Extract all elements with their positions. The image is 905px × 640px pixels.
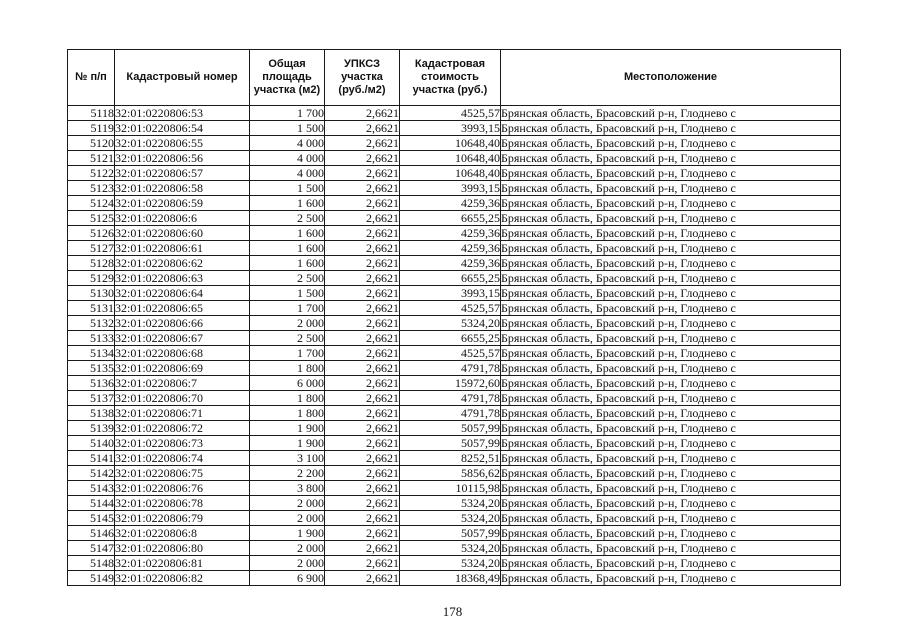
cell-cadastral-number: 32:01:0220806:62	[115, 256, 250, 271]
table-row	[68, 301, 841, 316]
table-row	[68, 541, 841, 556]
cell-upksz: 2,6621	[325, 541, 400, 556]
cell-upksz: 2,6621	[325, 136, 400, 151]
table-row	[68, 436, 841, 451]
cell-cost: 5324,20	[400, 556, 501, 571]
cell-area: 2 000	[250, 556, 325, 571]
cell-area: 1 500	[250, 121, 325, 136]
table-row	[68, 571, 841, 586]
cell-upksz: 2,6621	[325, 481, 400, 496]
cell-area: 1 700	[250, 301, 325, 316]
cell-cost: 4525,57	[400, 106, 501, 121]
table-row	[68, 391, 841, 406]
cell-cadastral-number: 32:01:0220806:60	[115, 226, 250, 241]
table-row	[68, 361, 841, 376]
cell-location: Брянская область, Брасовский р-н, Глоднево с	[501, 541, 841, 556]
cell-cadastral-number: 32:01:0220806:55	[115, 136, 250, 151]
cell-upksz: 2,6621	[325, 166, 400, 181]
header-location: Местоположение	[501, 50, 841, 106]
cell-num: 5129	[68, 271, 115, 286]
cell-cost: 5856,62	[400, 466, 501, 481]
table-row	[68, 286, 841, 301]
cell-cadastral-number: 32:01:0220806:58	[115, 181, 250, 196]
cell-num: 5135	[68, 361, 115, 376]
cell-num: 5132	[68, 316, 115, 331]
cell-num: 5126	[68, 226, 115, 241]
cell-cost: 3993,15	[400, 121, 501, 136]
cell-cadastral-number: 32:01:0220806:53	[115, 106, 250, 121]
cell-cadastral-number: 32:01:0220806:57	[115, 166, 250, 181]
table-body	[68, 106, 841, 586]
cell-num: 5119	[68, 121, 115, 136]
cell-upksz: 2,6621	[325, 226, 400, 241]
table-row	[68, 511, 841, 526]
cell-num: 5149	[68, 571, 115, 586]
cell-num: 5147	[68, 541, 115, 556]
cell-cost: 5057,99	[400, 436, 501, 451]
cell-location: Брянская область, Брасовский р-н, Глоднево с	[501, 556, 841, 571]
cell-area: 1 700	[250, 346, 325, 361]
cell-area: 2 500	[250, 211, 325, 226]
cell-area: 1 800	[250, 406, 325, 421]
table-row	[68, 166, 841, 181]
cell-upksz: 2,6621	[325, 346, 400, 361]
cell-area: 1 900	[250, 526, 325, 541]
cell-num: 5134	[68, 346, 115, 361]
cell-location: Брянская область, Брасовский р-н, Глоднево с	[501, 451, 841, 466]
cell-location: Брянская область, Брасовский р-н, Глоднево с	[501, 391, 841, 406]
cell-upksz: 2,6621	[325, 271, 400, 286]
cell-area: 2 000	[250, 541, 325, 556]
cell-num: 5136	[68, 376, 115, 391]
cell-area: 2 000	[250, 511, 325, 526]
cell-location: Брянская область, Брасовский р-н, Глоднево с	[501, 181, 841, 196]
cell-num: 5140	[68, 436, 115, 451]
cell-cadastral-number: 32:01:0220806:67	[115, 331, 250, 346]
cell-location: Брянская область, Брасовский р-н, Глоднево с	[501, 301, 841, 316]
cell-location: Брянская область, Брасовский р-н, Глоднево с	[501, 406, 841, 421]
cell-upksz: 2,6621	[325, 406, 400, 421]
cell-num: 5133	[68, 331, 115, 346]
table-row	[68, 331, 841, 346]
cell-location: Брянская область, Брасовский р-н, Глоднево с	[501, 526, 841, 541]
table-row	[68, 226, 841, 241]
cell-cost: 6655,25	[400, 271, 501, 286]
cell-area: 1 600	[250, 226, 325, 241]
cell-num: 5146	[68, 526, 115, 541]
cell-location: Брянская область, Брасовский р-н, Глоднево с	[501, 496, 841, 511]
table-row	[68, 451, 841, 466]
cell-upksz: 2,6621	[325, 466, 400, 481]
cell-cadastral-number: 32:01:0220806:73	[115, 436, 250, 451]
cell-area: 4 000	[250, 136, 325, 151]
cell-area: 2 000	[250, 496, 325, 511]
cell-upksz: 2,6621	[325, 391, 400, 406]
cell-location: Брянская область, Брасовский р-н, Глоднево с	[501, 316, 841, 331]
cell-area: 2 500	[250, 331, 325, 346]
header-cadastral-number: Кадастровый номер	[115, 50, 250, 106]
cell-upksz: 2,6621	[325, 436, 400, 451]
cell-upksz: 2,6621	[325, 121, 400, 136]
cell-cost: 5324,20	[400, 496, 501, 511]
cell-cost: 10648,40	[400, 151, 501, 166]
cell-area: 1 900	[250, 436, 325, 451]
cell-cost: 4259,36	[400, 241, 501, 256]
cell-upksz: 2,6621	[325, 526, 400, 541]
cell-cadastral-number: 32:01:0220806:81	[115, 556, 250, 571]
cell-cadastral-number: 32:01:0220806:59	[115, 196, 250, 211]
cell-cadastral-number: 32:01:0220806:76	[115, 481, 250, 496]
cell-cost: 5057,99	[400, 421, 501, 436]
cell-upksz: 2,6621	[325, 151, 400, 166]
cell-num: 5145	[68, 511, 115, 526]
cell-location: Брянская область, Брасовский р-н, Глоднево с	[501, 331, 841, 346]
cell-cost: 4791,78	[400, 361, 501, 376]
cell-area: 1 700	[250, 106, 325, 121]
cell-cost: 3993,15	[400, 286, 501, 301]
cell-upksz: 2,6621	[325, 421, 400, 436]
table-row	[68, 316, 841, 331]
cell-location: Брянская область, Брасовский р-н, Глоднево с	[501, 211, 841, 226]
cell-num: 5141	[68, 451, 115, 466]
table-row	[68, 376, 841, 391]
table-row	[68, 406, 841, 421]
cell-location: Брянская область, Брасовский р-н, Глоднево с	[501, 121, 841, 136]
cell-cost: 4259,36	[400, 256, 501, 271]
table-row	[68, 241, 841, 256]
cell-num: 5139	[68, 421, 115, 436]
cell-upksz: 2,6621	[325, 316, 400, 331]
header-row	[68, 50, 841, 106]
cell-cadastral-number: 32:01:0220806:70	[115, 391, 250, 406]
cell-cadastral-number: 32:01:0220806:61	[115, 241, 250, 256]
cell-area: 3 800	[250, 481, 325, 496]
table-row	[68, 466, 841, 481]
cell-location: Брянская область, Брасовский р-н, Глоднево с	[501, 166, 841, 181]
table-row	[68, 151, 841, 166]
cell-cadastral-number: 32:01:0220806:78	[115, 496, 250, 511]
table-header	[68, 50, 841, 106]
cell-location: Брянская область, Брасовский р-н, Глоднево с	[501, 361, 841, 376]
table-row	[68, 196, 841, 211]
cell-num: 5118	[68, 106, 115, 121]
cadastral-table	[67, 49, 841, 586]
cell-cadastral-number: 32:01:0220806:79	[115, 511, 250, 526]
cell-cost: 8252,51	[400, 451, 501, 466]
cell-upksz: 2,6621	[325, 181, 400, 196]
cell-upksz: 2,6621	[325, 571, 400, 586]
cell-num: 5138	[68, 406, 115, 421]
cell-cost: 18368,49	[400, 571, 501, 586]
cell-location: Брянская область, Брасовский р-н, Глоднево с	[501, 346, 841, 361]
cell-location: Брянская область, Брасовский р-н, Глоднево с	[501, 226, 841, 241]
cell-area: 2 200	[250, 466, 325, 481]
cell-cadastral-number: 32:01:0220806:56	[115, 151, 250, 166]
cell-cost: 4791,78	[400, 391, 501, 406]
cell-cadastral-number: 32:01:0220806:71	[115, 406, 250, 421]
header-upksz: УПКСЗ участка (руб./м2)	[325, 50, 400, 106]
cell-cost: 10648,40	[400, 136, 501, 151]
cell-cadastral-number: 32:01:0220806:66	[115, 316, 250, 331]
cell-cadastral-number: 32:01:0220806:68	[115, 346, 250, 361]
cell-cost: 4259,36	[400, 226, 501, 241]
cell-num: 5144	[68, 496, 115, 511]
cell-cost: 10648,40	[400, 166, 501, 181]
table-row	[68, 421, 841, 436]
cell-cost: 15972,60	[400, 376, 501, 391]
cell-num: 5137	[68, 391, 115, 406]
cell-area: 1 800	[250, 361, 325, 376]
cell-location: Брянская область, Брасовский р-н, Глоднево с	[501, 466, 841, 481]
cell-location: Брянская область, Брасовский р-н, Глоднево с	[501, 481, 841, 496]
cell-cost: 3993,15	[400, 181, 501, 196]
cell-cadastral-number: 32:01:0220806:6	[115, 211, 250, 226]
cell-num: 5121	[68, 151, 115, 166]
cell-cost: 5324,20	[400, 541, 501, 556]
cell-cost: 6655,25	[400, 211, 501, 226]
cell-cost: 5057,99	[400, 526, 501, 541]
cell-area: 1 600	[250, 241, 325, 256]
cell-cost: 5324,20	[400, 511, 501, 526]
cell-upksz: 2,6621	[325, 331, 400, 346]
cell-location: Брянская область, Брасовский р-н, Глоднево с	[501, 136, 841, 151]
cell-area: 1 900	[250, 421, 325, 436]
header-cost: Кадастровая стоимость участка (руб.)	[400, 50, 501, 106]
cell-num: 5122	[68, 166, 115, 181]
cell-area: 6 900	[250, 571, 325, 586]
cell-upksz: 2,6621	[325, 556, 400, 571]
cell-num: 5125	[68, 211, 115, 226]
cell-location: Брянская область, Брасовский р-н, Глоднево с	[501, 271, 841, 286]
cell-location: Брянская область, Брасовский р-н, Глоднево с	[501, 196, 841, 211]
table-row	[68, 256, 841, 271]
cell-cost: 4525,57	[400, 346, 501, 361]
cell-area: 1 500	[250, 181, 325, 196]
cell-cadastral-number: 32:01:0220806:69	[115, 361, 250, 376]
table-row	[68, 481, 841, 496]
cell-cadastral-number: 32:01:0220806:72	[115, 421, 250, 436]
table-row	[68, 106, 841, 121]
cell-cadastral-number: 32:01:0220806:8	[115, 526, 250, 541]
cell-upksz: 2,6621	[325, 106, 400, 121]
cell-cadastral-number: 32:01:0220806:75	[115, 466, 250, 481]
cell-num: 5142	[68, 466, 115, 481]
cell-upksz: 2,6621	[325, 241, 400, 256]
table-row	[68, 271, 841, 286]
page-number: 178	[442, 604, 463, 619]
table-row	[68, 496, 841, 511]
cell-cadastral-number: 32:01:0220806:54	[115, 121, 250, 136]
cell-location: Брянская область, Брасовский р-н, Глоднево с	[501, 241, 841, 256]
header-num: № п/п	[68, 50, 115, 106]
cell-cost: 5324,20	[400, 316, 501, 331]
table-row	[68, 181, 841, 196]
cell-area: 2 500	[250, 271, 325, 286]
cell-cadastral-number: 32:01:0220806:80	[115, 541, 250, 556]
cell-area: 6 000	[250, 376, 325, 391]
cell-area: 1 800	[250, 391, 325, 406]
cell-area: 4 000	[250, 166, 325, 181]
cell-area: 4 000	[250, 151, 325, 166]
cell-cost: 4791,78	[400, 406, 501, 421]
table-row	[68, 211, 841, 226]
cell-cadastral-number: 32:01:0220806:74	[115, 451, 250, 466]
cell-upksz: 2,6621	[325, 301, 400, 316]
cell-upksz: 2,6621	[325, 196, 400, 211]
cell-upksz: 2,6621	[325, 361, 400, 376]
cell-cadastral-number: 32:01:0220806:7	[115, 376, 250, 391]
cell-area: 2 000	[250, 316, 325, 331]
cell-cadastral-number: 32:01:0220806:63	[115, 271, 250, 286]
cell-num: 5123	[68, 181, 115, 196]
cell-num: 5148	[68, 556, 115, 571]
table-row	[68, 526, 841, 541]
cell-upksz: 2,6621	[325, 211, 400, 226]
cell-upksz: 2,6621	[325, 376, 400, 391]
cell-num: 5131	[68, 301, 115, 316]
cell-location: Брянская область, Брасовский р-н, Глоднево с	[501, 436, 841, 451]
cell-cost: 6655,25	[400, 331, 501, 346]
cell-area: 1 600	[250, 256, 325, 271]
table-row	[68, 121, 841, 136]
cell-upksz: 2,6621	[325, 496, 400, 511]
cell-upksz: 2,6621	[325, 451, 400, 466]
cell-location: Брянская область, Брасовский р-н, Глоднево с	[501, 571, 841, 586]
cell-num: 5120	[68, 136, 115, 151]
cell-location: Брянская область, Брасовский р-н, Глоднево с	[501, 421, 841, 436]
cell-num: 5127	[68, 241, 115, 256]
table-row	[68, 556, 841, 571]
cell-cadastral-number: 32:01:0220806:65	[115, 301, 250, 316]
cell-num: 5124	[68, 196, 115, 211]
cell-location: Брянская область, Брасовский р-н, Глоднево с	[501, 286, 841, 301]
cell-cost: 4259,36	[400, 196, 501, 211]
cell-cadastral-number: 32:01:0220806:64	[115, 286, 250, 301]
cell-location: Брянская область, Брасовский р-н, Глоднево с	[501, 511, 841, 526]
cell-location: Брянская область, Брасовский р-н, Глоднево с	[501, 376, 841, 391]
cell-upksz: 2,6621	[325, 256, 400, 271]
cell-cost: 4525,57	[400, 301, 501, 316]
cell-upksz: 2,6621	[325, 286, 400, 301]
cell-cadastral-number: 32:01:0220806:82	[115, 571, 250, 586]
cell-location: Брянская область, Брасовский р-н, Глоднево с	[501, 106, 841, 121]
header-area: Общая площадь участка (м2)	[250, 50, 325, 106]
cell-location: Брянская область, Брасовский р-н, Глоднево с	[501, 256, 841, 271]
cell-num: 5143	[68, 481, 115, 496]
cell-cost: 10115,98	[400, 481, 501, 496]
cell-num: 5130	[68, 286, 115, 301]
cell-area: 3 100	[250, 451, 325, 466]
cell-num: 5128	[68, 256, 115, 271]
table-row	[68, 346, 841, 361]
cell-upksz: 2,6621	[325, 511, 400, 526]
table-row	[68, 136, 841, 151]
cell-area: 1 600	[250, 196, 325, 211]
cell-location: Брянская область, Брасовский р-н, Глоднево с	[501, 151, 841, 166]
cell-area: 1 500	[250, 286, 325, 301]
